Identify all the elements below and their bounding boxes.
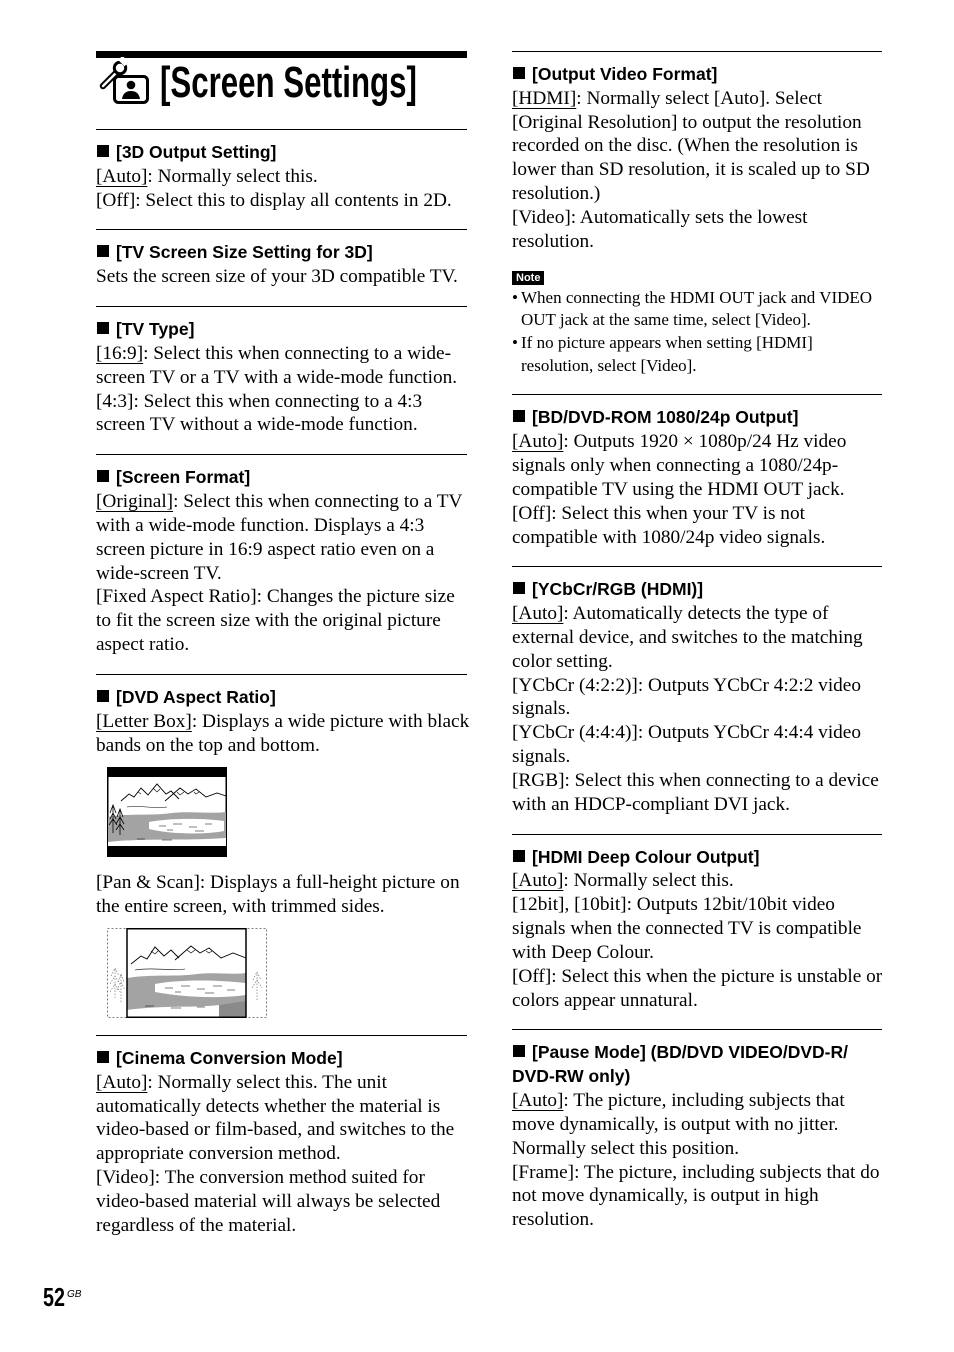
section-marker-icon [97, 690, 109, 702]
line-text: automatically detects whether the material is [96, 1095, 441, 1117]
title-rule [96, 51, 467, 58]
option-description [512, 206, 882, 254]
line-text: the entire screen, with trimmed sides. [96, 895, 385, 917]
line-text: recorded on the disc. (When the resolution is [512, 135, 858, 157]
settings-section [96, 1035, 467, 1238]
text-line [512, 1184, 882, 1208]
settings-section [512, 394, 882, 549]
line-text: with a wide-mode function. Displays a 4:3 [96, 514, 425, 536]
line-text: bands on the top and bottom. [96, 734, 320, 756]
default-option-label: [16:9] [96, 342, 144, 364]
option-description [512, 721, 882, 769]
line-text: external device, and switches to the matching [512, 626, 863, 648]
text-line [96, 1071, 467, 1095]
text-line [96, 562, 467, 586]
note-text-line [512, 355, 882, 378]
section-heading-text: DVD-RW only) [512, 1066, 631, 1087]
line-text: : Select this when connecting to a wide- [143, 342, 452, 364]
line-text: [4:3]: Select this when connecting to a 4:3 [96, 390, 423, 412]
option-description [512, 869, 882, 893]
section-heading [96, 686, 467, 710]
text-line [512, 869, 882, 893]
line-text: : Normally select this. [563, 870, 734, 892]
line-text: aspect ratio. [96, 634, 190, 656]
text-line [512, 430, 882, 454]
line-text: : Normally select this. [147, 165, 318, 187]
text-line [512, 1089, 882, 1113]
section-heading [512, 578, 882, 602]
bullet-icon: • [512, 287, 518, 307]
line-text: [Pan & Scan]: Displays a full-height picture on [96, 871, 460, 893]
text-line [512, 602, 882, 626]
text-line [96, 342, 467, 366]
text-line [512, 111, 882, 135]
text-line [512, 893, 882, 917]
section-marker-icon [513, 582, 525, 594]
option-description [96, 710, 470, 758]
line-text: Normally select this position. [512, 1137, 740, 1159]
default-option-label: [Auto] [96, 1071, 148, 1093]
text-line [512, 206, 882, 230]
default-option-label: [Auto] [512, 870, 564, 892]
text-line [96, 871, 467, 895]
default-option-label: [Letter Box] [96, 710, 192, 732]
note-text: When connecting the HDMI OUT jack and VIDEO [521, 287, 873, 307]
section-marker-icon [513, 850, 525, 862]
text-line [96, 1095, 467, 1119]
text-line [96, 189, 467, 213]
text-line [96, 165, 467, 189]
option-description [96, 390, 467, 438]
text-line [512, 650, 882, 674]
option-description [512, 87, 882, 206]
section-heading-text: [BD/DVD-ROM 1080/24p Output] [532, 407, 799, 428]
line-text: [RGB]: Select this when connecting to a device [512, 769, 879, 791]
section-marker-icon [513, 67, 525, 79]
right-column [512, 51, 882, 1249]
text-line [96, 633, 467, 657]
section-marker-icon [97, 322, 109, 334]
line-text: regardless of the material. [96, 1214, 297, 1236]
option-description [96, 342, 467, 390]
note-text: resolution, select [Video]. [521, 355, 697, 375]
line-text: [Fixed Aspect Ratio]: Changes the picture size [96, 586, 455, 608]
section-heading [96, 141, 467, 165]
note-item [512, 287, 882, 332]
line-text: [YCbCr (4:2:2)]: Outputs YCbCr 4:2:2 video [512, 674, 862, 696]
section-marker-icon [97, 245, 109, 257]
option-description [96, 490, 467, 585]
text-line [96, 265, 467, 289]
note-badge: Note [512, 271, 544, 285]
line-text: : Normally select [Auto]. Select [576, 87, 823, 109]
line-text: with Deep Colour. [512, 941, 654, 963]
option-description [512, 965, 882, 1013]
settings-section [96, 129, 467, 212]
section-marker-icon [513, 410, 525, 422]
text-line [512, 182, 882, 206]
default-option-label: [HDMI] [512, 87, 577, 109]
line-text: Sets the screen size of your 3D compatible TV. [96, 266, 458, 288]
text-line [512, 1208, 882, 1232]
note-text-line [512, 332, 882, 355]
line-text: [Video]: The conversion method suited for [96, 1166, 425, 1188]
text-line [512, 769, 882, 793]
text-line [96, 734, 467, 758]
note-item [512, 332, 882, 377]
line-text: : Automatically detects the type of [563, 603, 829, 625]
section-heading [512, 846, 882, 870]
text-line [512, 1161, 882, 1185]
wrench-screen-icon [99, 57, 151, 105]
line-text: resolution.) [512, 183, 601, 205]
section-marker-icon [97, 145, 109, 157]
text-line [512, 526, 882, 550]
line-text: appropriate conversion method. [96, 1143, 341, 1165]
text-line [512, 1137, 882, 1161]
text-line [512, 87, 882, 111]
text-line [96, 710, 470, 734]
settings-section [512, 1029, 882, 1232]
line-text: screen TV without a wide-mode function. [96, 414, 418, 436]
text-line [96, 1190, 467, 1214]
section-heading [512, 1041, 882, 1065]
page-region-code: GB [67, 1289, 82, 1300]
line-text: move dynamically, is output with no jitter. [512, 1113, 839, 1135]
text-line [96, 585, 467, 609]
line-text: [Off]: Select this when your TV is not [512, 502, 805, 524]
line-text: : Outputs 1920 × 1080p/24 Hz video [563, 431, 847, 453]
line-text: compatible with 1080/24p video signals. [512, 526, 826, 548]
section-heading-text: [TV Screen Size Setting for 3D] [116, 242, 373, 263]
line-text: signals. [512, 746, 571, 768]
line-text: [Off]: Select this to display all contents in 2D. [96, 189, 452, 211]
line-text: [12bit], [10bit]: Outputs 12bit/10bit video [512, 894, 835, 916]
note-list [512, 287, 882, 378]
line-text: resolution. [512, 1209, 594, 1231]
line-text: wide-screen TV. [96, 562, 222, 584]
text-line [96, 609, 467, 633]
text-line [512, 502, 882, 526]
option-description [96, 1071, 467, 1166]
note-text: OUT jack at the same time, select [Video]. [521, 310, 811, 330]
section-heading-text: [YCbCr/RGB (HDMI)] [532, 579, 704, 600]
text-line [512, 230, 882, 254]
default-option-label: [Auto] [512, 603, 564, 625]
text-line [512, 454, 882, 478]
settings-section [96, 674, 470, 1018]
section-marker-icon [97, 470, 109, 482]
line-text: [Original Resolution] to output the resolution [512, 111, 862, 133]
section-heading [96, 241, 467, 265]
text-line [96, 366, 467, 390]
section-heading-text: [TV Type] [116, 319, 195, 340]
option-description [96, 265, 467, 289]
option-description [512, 430, 882, 501]
text-line [96, 413, 467, 437]
text-line [512, 158, 882, 182]
option-description [512, 1161, 882, 1232]
line-text: signals only when connecting a 1080/24p- [512, 455, 839, 477]
section-heading-text: [Output Video Format] [532, 64, 718, 84]
note-text-line [512, 309, 882, 332]
section-heading-text: [Cinema Conversion Mode] [116, 1047, 343, 1068]
section-heading-text: [HDMI Deep Colour Output] [532, 846, 760, 867]
text-line [512, 697, 882, 721]
section-heading [96, 1047, 467, 1071]
text-line [512, 134, 882, 158]
line-text: signals when the connected TV is compatible [512, 918, 862, 940]
section-marker-icon [513, 1045, 525, 1057]
text-line [512, 1113, 882, 1137]
option-description [96, 165, 467, 189]
option-description [512, 893, 882, 964]
line-text: to fit the screen size with the original picture [96, 610, 441, 632]
section-heading [96, 466, 467, 490]
letterbox-illustration [107, 767, 227, 857]
line-text: color setting. [512, 650, 613, 672]
option-description [96, 189, 467, 213]
settings-section [96, 454, 467, 657]
line-text: : Select this when connecting to a TV [173, 491, 463, 513]
line-text: not move dynamically, is output in high [512, 1185, 819, 1207]
text-line [512, 674, 882, 698]
line-text: video-based or film-based, and switches to the [96, 1119, 455, 1141]
text-line [96, 1166, 467, 1190]
section-heading-text: [Pause Mode] (BD/DVD VIDEO/DVD-R/ [532, 1042, 848, 1063]
option-description [512, 769, 882, 817]
line-text: : Displays a wide picture with black [191, 710, 470, 732]
default-option-label: [Auto] [512, 431, 564, 453]
note-text: If no picture appears when setting [HDMI] [521, 332, 813, 352]
line-text: : The picture, including subjects that [563, 1090, 845, 1112]
line-text: with an HDCP-compliant DVI jack. [512, 793, 790, 815]
default-option-label: [Original] [96, 491, 174, 513]
text-line [512, 941, 882, 965]
section-heading-text: [3D Output Setting] [116, 142, 277, 162]
text-line [512, 989, 882, 1013]
note-block [512, 271, 882, 285]
section-heading [512, 1065, 882, 1089]
line-text: [Frame]: The picture, including subjects that do [512, 1161, 880, 1183]
left-column [96, 129, 470, 1254]
settings-section [512, 834, 882, 1013]
text-line [512, 721, 882, 745]
line-text: resolution. [512, 230, 594, 252]
option-description [512, 602, 882, 673]
option-description [96, 585, 467, 656]
text-line [96, 1118, 467, 1142]
text-line [96, 514, 467, 538]
line-text: compatible TV using the HDMI OUT jack. [512, 478, 845, 500]
line-text: colors appear unnatural. [512, 989, 698, 1011]
section-marker-icon [97, 1051, 109, 1063]
line-text: lower than SD resolution, it is scaled up to SD [512, 159, 870, 181]
line-text: screen picture in 16:9 aspect ratio even on a [96, 538, 435, 560]
default-option-label: [Auto] [512, 1090, 564, 1112]
line-text: : Normally select this. The unit [147, 1071, 387, 1093]
option-description [96, 1166, 467, 1237]
text-line [512, 917, 882, 941]
note-text-line [512, 287, 882, 310]
text-line [96, 490, 467, 514]
line-text: [Off]: Select this when the picture is unstable or [512, 965, 883, 987]
option-description [512, 1089, 882, 1160]
text-line [512, 965, 882, 989]
text-line [96, 1142, 467, 1166]
line-text: video-based material will always be selected [96, 1190, 441, 1212]
section-heading [96, 318, 467, 342]
line-text: signals. [512, 698, 571, 720]
section-heading-text: [Screen Format] [116, 467, 251, 488]
line-text: [YCbCr (4:4:4)]: Outputs YCbCr 4:4:4 video [512, 722, 862, 744]
panscan-illustration [107, 928, 267, 1018]
option-description [512, 674, 882, 722]
default-option-label: [Auto] [96, 165, 148, 187]
bullet-icon: • [512, 332, 518, 352]
line-text: [Video]: Automatically sets the lowest [512, 206, 808, 228]
option-description [96, 871, 467, 919]
text-line [96, 1214, 467, 1238]
text-line [512, 626, 882, 650]
settings-section [512, 51, 882, 377]
settings-section [512, 566, 882, 816]
text-line [512, 793, 882, 817]
text-line [96, 538, 467, 562]
settings-section [96, 229, 467, 289]
line-text: screen TV or a TV with a wide-mode function. [96, 366, 458, 388]
text-line [512, 478, 882, 502]
text-line [96, 895, 467, 919]
section-heading-text: [DVD Aspect Ratio] [116, 686, 276, 707]
text-line [512, 745, 882, 769]
settings-section [96, 306, 467, 437]
option-description [512, 502, 882, 550]
page-title: [Screen Settings] [160, 58, 417, 107]
section-heading [512, 406, 882, 430]
page-number: 52 [43, 1282, 65, 1312]
text-line [96, 390, 467, 414]
section-heading [512, 63, 882, 87]
